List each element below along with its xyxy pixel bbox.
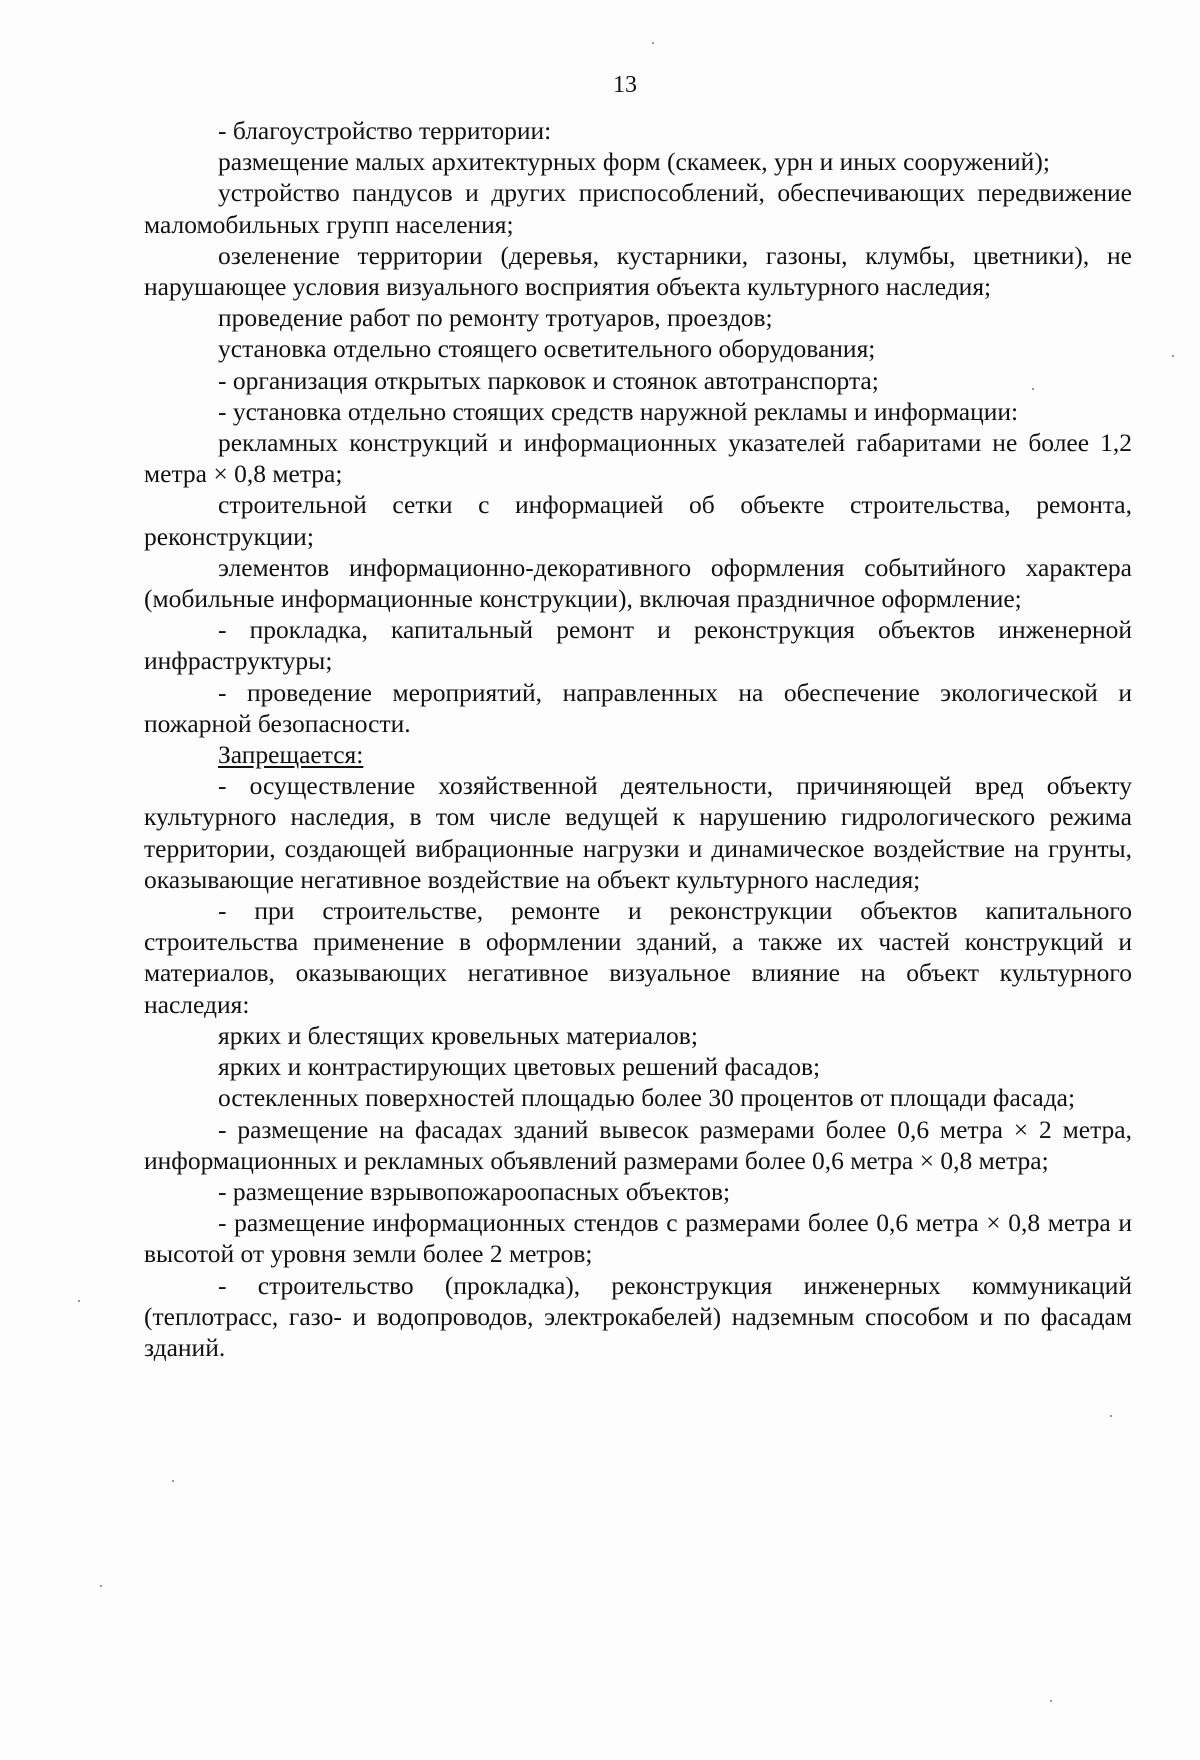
- prohibited-heading: [144, 739, 1132, 770]
- scan-speck: [1050, 1700, 1052, 1702]
- paragraph-construction-netting: строительной сетки с информацией об объекте строительства, ремонта, реконструкции;: [144, 490, 1132, 551]
- paragraph-ramps: устройство пандусов и других приспособлений, обеспечивающих передвижение маломобильных групп населения;: [144, 178, 1132, 239]
- paragraph-infrastructure: - прокладка, капитальный ремонт и реконструкция объектов инженерной инфраструктуры;: [144, 615, 1132, 676]
- paragraph-signboards: - размещение на фасадах зданий вывесок размерами более 0,6 метра × 2 метра, информационных и рекламных объявлений размерами более 0,6 метра × 0,8 метра;: [144, 1114, 1132, 1175]
- paragraph-economic-activity: - осуществление хозяйственной деятельности, причиняющей вред объекту культурного наследия, в том числе ведущей к нарушению гидрологического режима территории, создающей вибрационные нагрузки и динамическое воздействие на грунты, оказывающие негативное воздействие на объект культурного наследия;: [144, 771, 1132, 894]
- scan-speck: [100, 1585, 102, 1587]
- paragraph-glazed-surfaces: остекленных поверхностей площадью более 30 процентов от площади фасада;: [218, 1083, 1076, 1113]
- paragraph-lighting: установка отдельно стоящего осветительного оборудования;: [218, 334, 876, 364]
- prohibited-heading-text: Запрещается:: [218, 740, 364, 770]
- paragraph-safety-measures: - проведение мероприятий, направленных на обеспечение экологической и пожарной безопасности.: [144, 677, 1132, 738]
- paragraph-improvement-heading: - благоустройство территории:: [218, 116, 552, 145]
- paragraph-parking: - организация открытых парковок и стоянок автотранспорта;: [218, 365, 879, 395]
- paragraph-utilities: - строительство (прокладка), реконструкция инженерных коммуникаций (теплотрасс, газо- и водопроводов, электрокабелей) надземным способом и по фасадам зданий.: [144, 1270, 1132, 1362]
- scan-speck: [1110, 1415, 1112, 1417]
- paragraph-sidewalk-repair: проведение работ по ремонту тротуаров, проездов;: [218, 303, 773, 333]
- scan-speck: [1172, 355, 1174, 357]
- scan-speck: [172, 1480, 174, 1482]
- scan-speck: [1032, 388, 1034, 390]
- paragraph-roofing-materials: ярких и блестящих кровельных материалов;: [218, 1020, 698, 1050]
- paragraph-landscaping: озеленение территории (деревья, кустарники, газоны, клумбы, цветники), не нарушающее условия визуального восприятия объекта культурного наследия;: [144, 240, 1132, 302]
- paragraph-info-stands: - размещение информационных стендов с размерами более 0,6 метра × 0,8 метра и высотой от уровня земли более 2 метров;: [144, 1208, 1132, 1269]
- scan-speck: [652, 42, 654, 44]
- paragraph-small-architectural-forms: размещение малых архитектурных форм (скамеек, урн и иных сооружений);: [218, 147, 1050, 177]
- paragraph-advertising: - установка отдельно стоящих средств наружной рекламы и информации:: [218, 396, 1019, 426]
- paragraph-advertising-structures: рекламных конструкций и информационных указателей габаритами не более 1,2 метра × 0,8 метра;: [144, 428, 1132, 489]
- paragraph-decorative-elements: элементов информационно-декоративного оформления событийного характера (мобильные информационные конструкции), включая праздничное оформление;: [144, 552, 1132, 614]
- scan-speck: [78, 1300, 80, 1302]
- paragraph-explosive-objects: - размещение взрывопожароопасных объектов;: [218, 1176, 731, 1206]
- paragraph-construction-materials: - при строительстве, ремонте и реконструкции объектов капитального строительства применение в оформлении зданий, а также их частей конструкций и материалов, оказывающих негативное визуальное влияние на объект культурного наследия:: [144, 896, 1132, 1019]
- document-body: [144, 115, 1132, 1363]
- paragraph-facade-colors: ярких и контрастирующих цветовых решений фасадов;: [218, 1052, 821, 1082]
- page-number: 13: [613, 72, 637, 98]
